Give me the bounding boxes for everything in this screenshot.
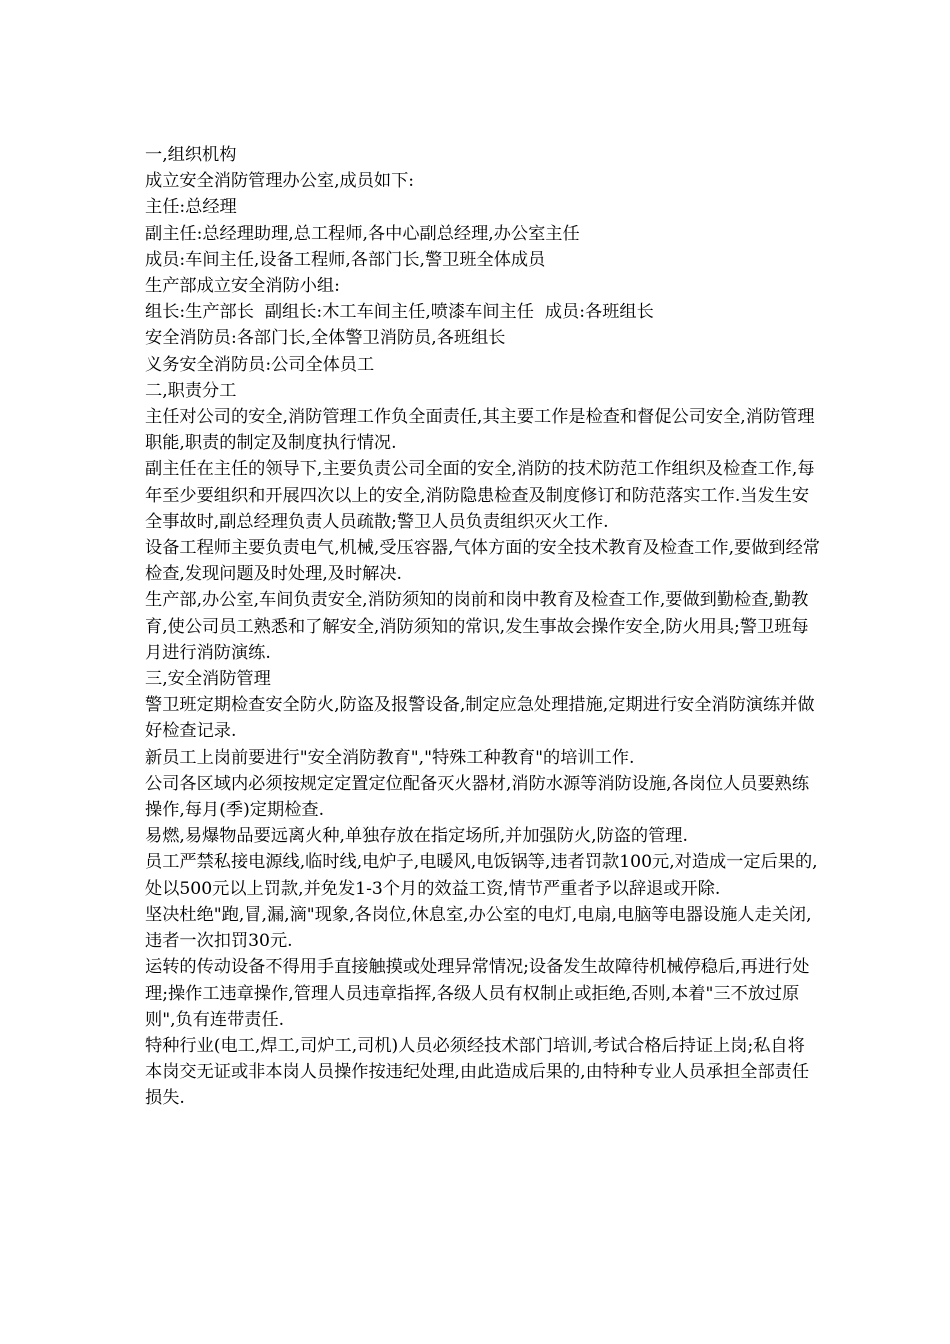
section-heading-organization: 一,组织机构: [145, 145, 237, 165]
paragraph: 生产部成立安全消防小组:: [145, 276, 340, 297]
paragraph: 设备工程师主要负责电气,机械,受压容器,气体方面的安全技术教育及检查工作,要做到经常检查,发现问题及时处理,及时解决.: [145, 538, 820, 585]
paragraph: 副主任:总经理助理,总工程师,各中心副总经理,办公室主任: [145, 223, 580, 244]
paragraph: 生产部,办公室,车间负责安全,消防须知的岗前和岗中教育及检查工作,要做到勤检查,勤教育,使公司员工熟悉和了解安全,消防须知的常识,发生事故会操作安全,防火用具;警卫班每月进行消防演练.: [145, 590, 809, 663]
paragraph: 成立安全消防管理办公室,成员如下:: [145, 171, 415, 192]
paragraph: 坚决杜绝"跑,冒,漏,滴"现象,各岗位,休息室,办公室的电灯,电扇,电脑等电器设施人走关闭,违者一次扣罚30元.: [145, 904, 812, 952]
paragraph: 安全消防员:各部门长,全体警卫消防员,各班组长: [145, 328, 506, 349]
paragraph: 公司各区域内必须按规定定置定位配备灭火器材,消防水源等消防设施,各岗位人员要熟练操作,每月(季)定期检查.: [145, 773, 810, 821]
paragraph: 特种行业(电工,焊工,司炉工,司机)人员必须经技术部门培训,考试合格后持证上岗;私自将本岗交无证或非本岗人员操作按违纪处理,由此造成后果的,由特种专业人员承担全部责任损失.: [145, 1035, 810, 1109]
paragraph: 组长:生产部长 副组长:木工车间主任,喷漆车间主任 成员:各班组长: [145, 302, 654, 323]
paragraph: 易燃,易爆物品要远离火种,单独存放在指定场所,并加强防火,防盗的管理.: [145, 826, 688, 847]
section-heading-safety-management: 三,安全消防管理: [145, 669, 271, 690]
paragraph: 主任:总经理: [145, 197, 237, 218]
paragraph: 义务安全消防员:公司全体员工: [145, 354, 375, 375]
paragraph: 主任对公司的安全,消防管理工作负全面责任,其主要工作是检查和督促公司安全,消防管理职能,职责的制定及制度执行情况.: [145, 407, 815, 454]
section-heading-responsibilities: 二,职责分工: [145, 380, 237, 401]
paragraph: 警卫班定期检查安全防火,防盗及报警设备,制定应急处理措施,定期进行安全消防演练并做好检查记录.: [145, 695, 815, 742]
paragraph: 新员工上岗前要进行"安全消防教育","特殊工种教育"的培训工作.: [145, 747, 635, 768]
document-body: [145, 142, 820, 1112]
paragraph: 副主任在主任的领导下,主要负责公司全面的安全,消防的技术防范工作组织及检查工作,每年至少要组织和开展四次以上的安全,消防隐患检查及制度修订和防范落实工作.当发生安全事故时,副总经理负责人员疏散;警卫人员负责组织灭火工作.: [145, 459, 815, 532]
paragraph: 成员:车间主任,设备工程师,各部门长,警卫班全体成员: [145, 249, 546, 270]
paragraph: 员工严禁私接电源线,临时线,电炉子,电暖风,电饭锅等,违者罚款100元,对造成一定后果的,处以500元以上罚款,并免发1-3个月的效益工资,情节严重者予以辞退或开除.: [145, 852, 818, 899]
paragraph: 运转的传动设备不得用手直接触摸或处理异常情况;设备发生故障待机械停稳后,再进行处理;操作工违章操作,管理人员违章指挥,各级人员有权制止或拒绝,否则,本着"三不放过原则",负有连带责任.: [145, 957, 810, 1030]
